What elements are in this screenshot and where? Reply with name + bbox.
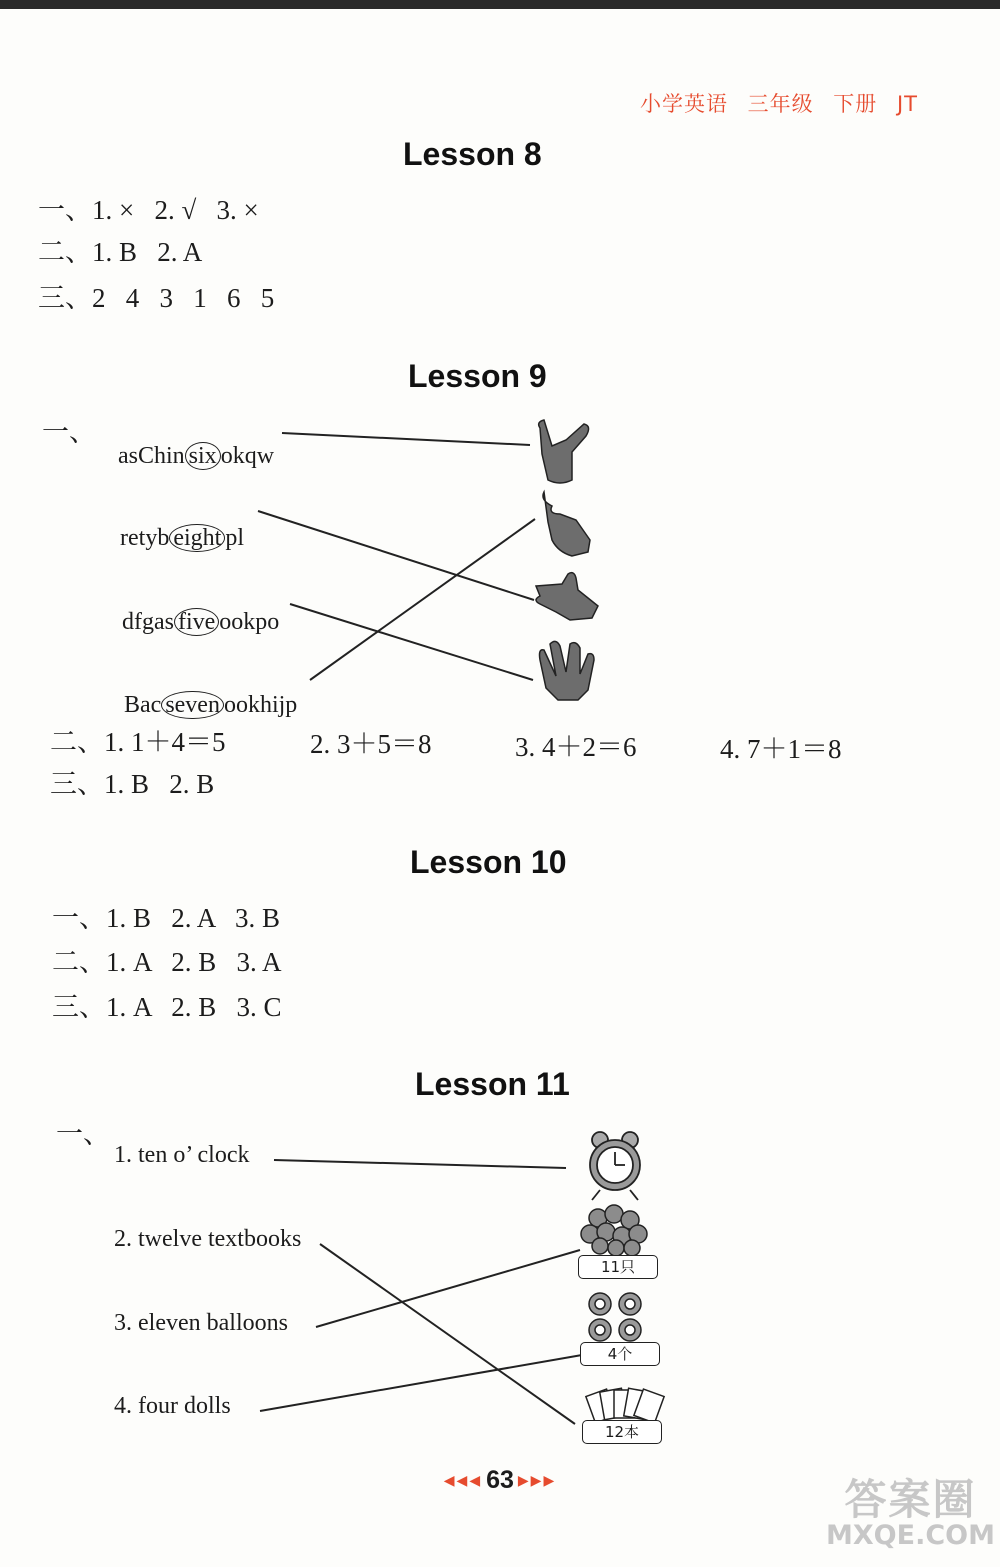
circled-word-eight: eight [169,524,225,552]
circled-word-five: five [174,608,219,636]
match-line-twelve-textbooks [320,1244,575,1424]
letter-string-3: dfgas five ookpo [122,609,280,635]
match-line-seven [310,519,535,680]
lesson-9-title: Lesson 9 [408,358,547,394]
left-arrows-icon: ◀◀◀ [443,1474,483,1489]
lesson-10-part-1: 一、1. B 2. A 3. B [52,903,281,933]
match-item-2: 2. twelve textbooks [114,1226,302,1252]
match-item-4: 4. four dolls [114,1393,231,1419]
hand-eight-icon [536,573,598,620]
textbooks-icon [586,1388,664,1423]
match-line-eleven-balloons [316,1250,580,1327]
hand-six-icon [539,420,589,483]
lesson-11-title: Lesson 11 [415,1066,570,1102]
label-tag-textbooks: 12本 [582,1420,662,1444]
circled-word-seven: seven [161,691,224,719]
match-line-ten-o-clock [274,1160,566,1168]
lesson-10-part-3: 三、1. A 2. B 3. C [52,992,282,1022]
lesson-8-title: Lesson 8 [403,136,542,172]
lesson-8-part-3: 三、2 4 3 1 6 5 [38,283,275,313]
letter-string-2: retyb eight pl [120,525,244,551]
lesson-9-part-2-item-4: 4. 7＋1＝8 [720,734,842,764]
alarm-clock-icon [590,1132,640,1200]
lesson-11-part-1-label: 一、 [56,1119,110,1149]
lesson-9-part-2-item-2: 2. 3＋5＝8 [310,729,432,759]
lesson-8-part-1: 一、1. × 2. √ 3. × [38,195,259,225]
book-header: 小学英语 三年级 下册 JT [639,92,918,116]
match-item-1: 1. ten o’ clock [114,1142,250,1168]
balloons-icon [581,1205,647,1256]
lesson-9-part-2-item-3: 3. 4＋2＝6 [515,732,637,762]
letter-string-1: asChin six okqw [118,443,275,469]
page-number: 63 [486,1466,514,1494]
right-arrows-icon: ▶▶▶ [517,1474,557,1489]
lesson-10-title: Lesson 10 [410,844,567,880]
site-watermark: 答案圈 MXQE.COM [826,1475,995,1552]
lesson-9-part-1-label: 一、 [42,417,96,447]
label-tag-dolls: 4个 [580,1342,660,1366]
lesson-9-part-2-item-1: 二、1. 1＋4＝5 [50,727,226,757]
match-line-six [282,433,530,445]
lesson-8-part-2: 二、1. B 2. A [38,237,203,267]
match-line-eight [258,511,534,600]
hand-five-icon [540,641,595,700]
lesson-9-part-3: 三、1. B 2. B [50,769,215,799]
letter-string-4: Bac seven ookhijp [124,692,298,718]
circled-word-six: six [185,442,221,470]
hand-seven-icon [543,492,590,556]
match-item-3: 3. eleven balloons [114,1310,288,1336]
dolls-icon [589,1293,641,1341]
match-line-four-dolls [260,1355,582,1411]
label-tag-balloons: 11只 [578,1255,658,1279]
lesson-10-part-2: 二、1. A 2. B 3. A [52,947,282,977]
